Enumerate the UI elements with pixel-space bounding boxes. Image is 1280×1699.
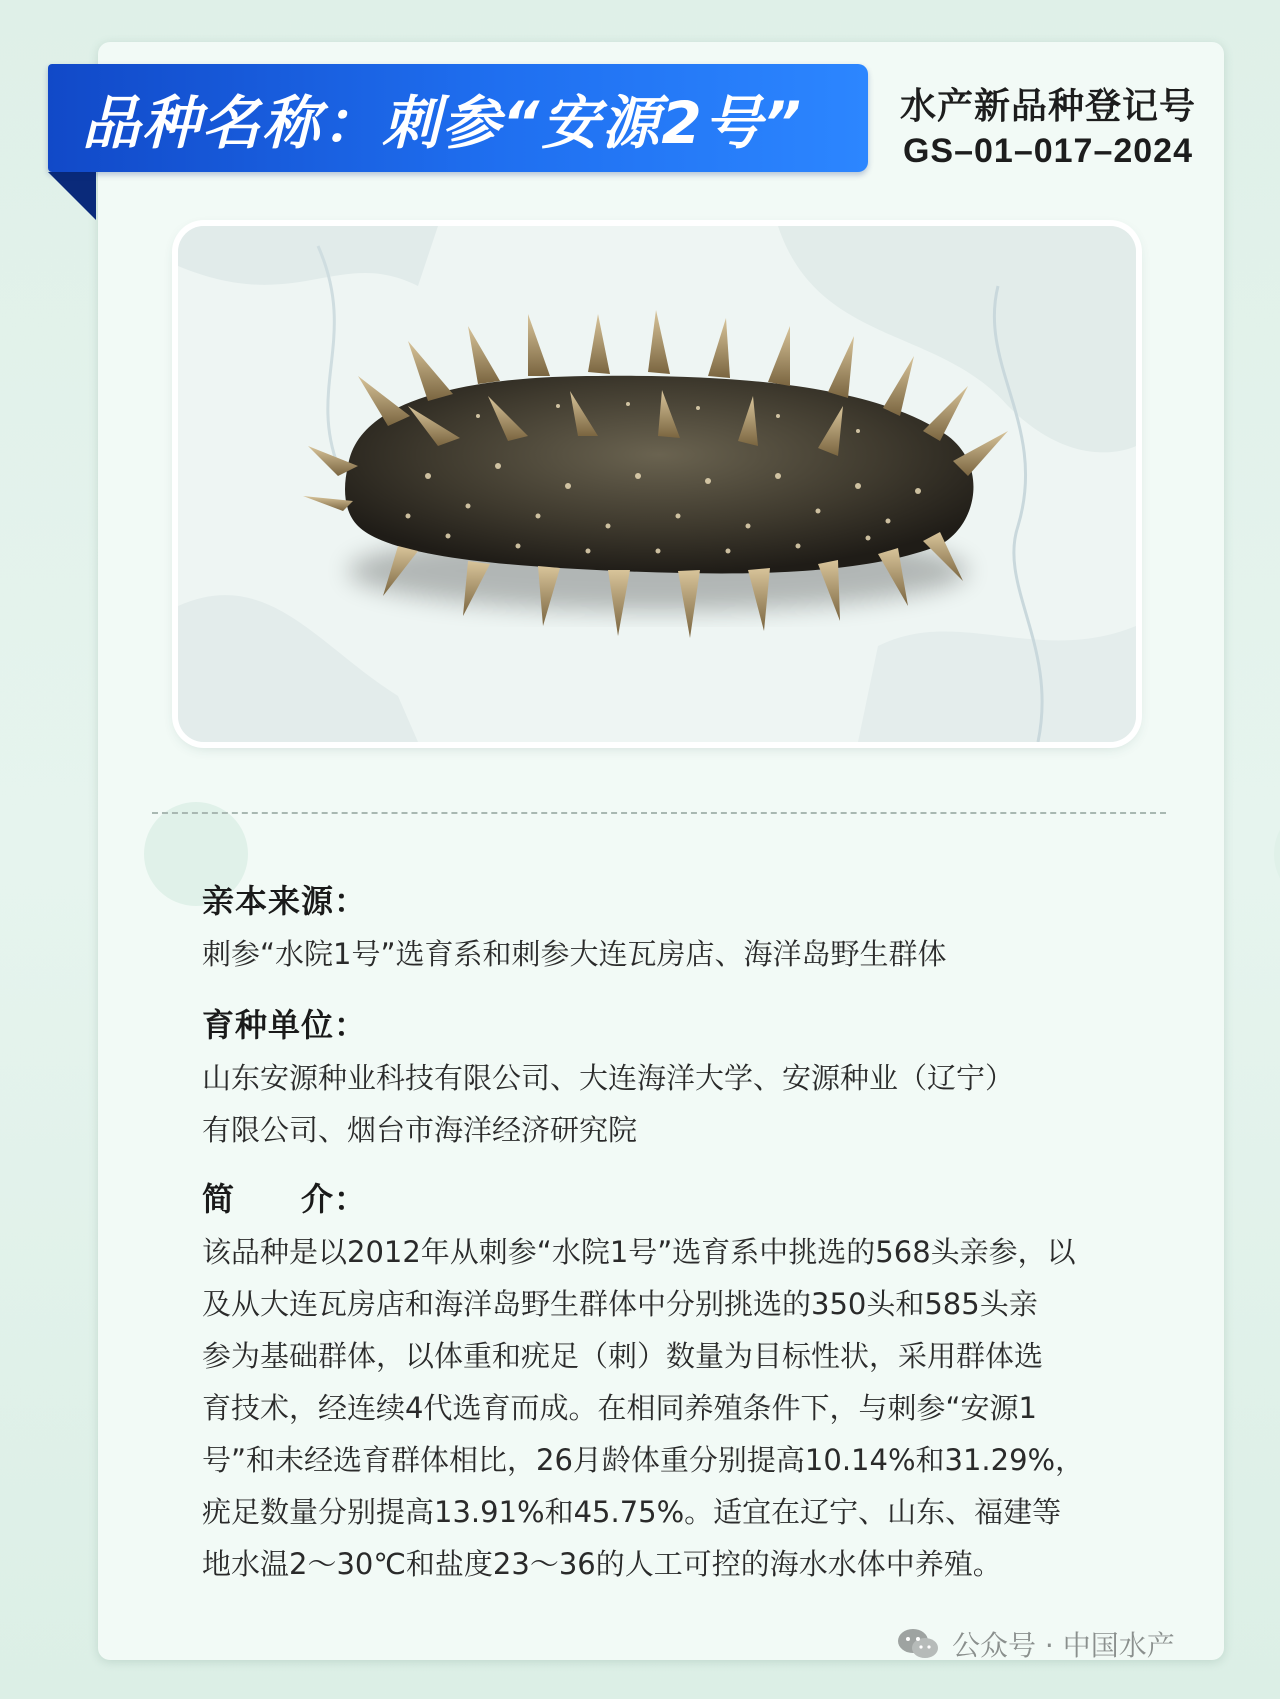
text-line: 号”和未经选育群体相比，26月龄体重分别提高10.14%和31.29%， [202, 1443, 1085, 1477]
watermark-text: 公众号 · 中国水产 [952, 1629, 1175, 1662]
registration-number: GS–01–017–2024 [902, 132, 1194, 170]
title-banner-fold [48, 172, 96, 220]
text-line: 刺参“水院1号”选育系和刺参大连瓦房店、海洋岛野生群体 [202, 937, 947, 971]
parent-source-text [202, 928, 1132, 980]
variety-title: 品种名称：刺参“安源2号” [82, 89, 804, 157]
text-line: 疣足数量分别提高13.91%和45.75%。适宜在辽宁、山东、福建等 [202, 1495, 1062, 1529]
text-line: 有限公司、烟台市海洋经济研究院 [202, 1113, 638, 1147]
sea-cucumber-illustration [178, 226, 1136, 742]
text-line: 该品种是以2012年从刺参“水院1号”选育系中挑选的568头亲参，以 [202, 1235, 1076, 1269]
text-line: 山东安源种业科技有限公司、大连海洋大学、安源种业（辽宁） [202, 1061, 1015, 1095]
watermark [896, 1624, 1175, 1664]
text-line: 育技术，经连续4代选育而成。在相同养殖条件下，与刺参“安源1 [202, 1391, 1037, 1425]
intro-text [202, 1226, 1132, 1590]
map-shape [178, 226, 438, 286]
breeding-units-text [202, 1052, 1132, 1156]
map-shape [858, 626, 1136, 742]
intro-label: 简 介： [202, 1180, 368, 1218]
text-line: 及从大连瓦房店和海洋岛野生群体中分别挑选的350头和585头亲 [202, 1287, 1038, 1321]
title-banner [48, 64, 868, 172]
parent-source-label: 亲本来源： [202, 882, 368, 920]
sea-cucumber-body [345, 376, 973, 574]
dashed-divider [152, 812, 1166, 814]
registration-label: 水产新品种登记号 [899, 86, 1196, 127]
sea-cucumber-photo [178, 226, 1136, 742]
ticket-notch-right [1274, 802, 1280, 906]
text-line: 地水温2～30℃和盐度23～36的人工可控的海水水体中养殖。 [202, 1547, 1002, 1581]
breeding-units-label: 育种单位： [202, 1006, 368, 1044]
wechat-icon [896, 1627, 940, 1661]
text-line: 参为基础群体，以体重和疣足（刺）数量为目标性状，采用群体选 [202, 1339, 1044, 1373]
